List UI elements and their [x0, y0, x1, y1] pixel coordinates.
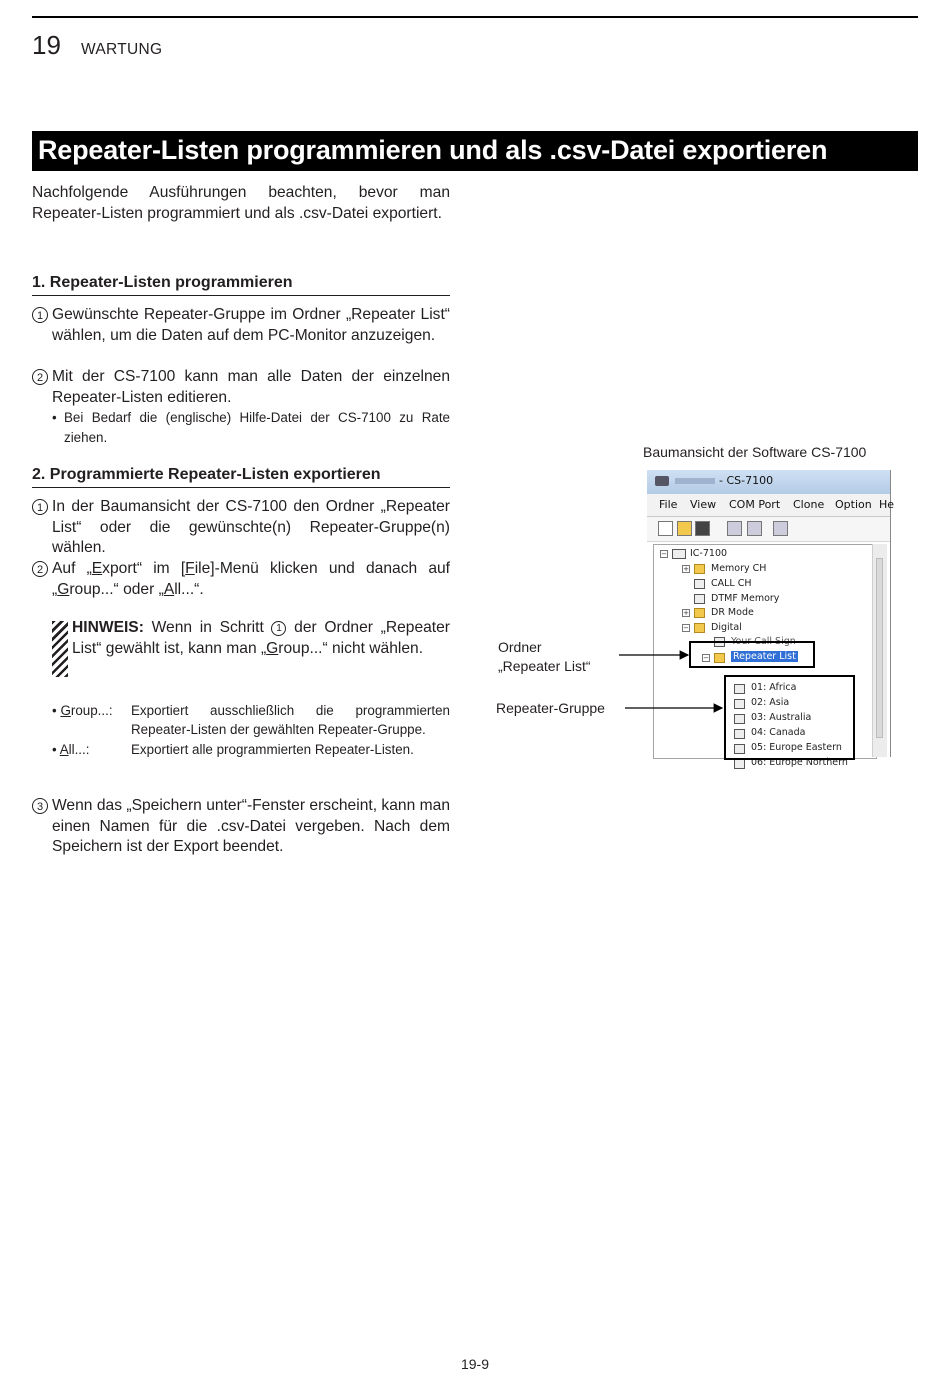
- tree-node-dr-mode[interactable]: DR Mode: [711, 607, 754, 618]
- collapse-icon[interactable]: −: [683, 624, 689, 632]
- tree-node-your-call[interactable]: Your Call Sign: [731, 636, 796, 647]
- section-1-heading: 1. Repeater-Listen programmieren: [32, 274, 450, 296]
- collapse-icon[interactable]: −: [661, 550, 667, 558]
- step-text: Wenn das „Speichern unter“-Fenster erscheint, kann man einen Namen für die .csv-Datei vergeben. Nach dem Speichern ist der Export beendet.: [52, 797, 450, 856]
- tree-node-group[interactable]: 03: Australia: [751, 712, 812, 723]
- section-2-heading: 2. Programmierte Repeater-Listen exportieren: [32, 466, 450, 488]
- collapse-icon[interactable]: −: [703, 654, 709, 662]
- step-number: 1: [32, 499, 48, 515]
- definition-term: • Group...:: [52, 703, 113, 718]
- tree-node-memory-ch[interactable]: Memory CH: [711, 563, 767, 574]
- page-title: Repeater-Listen programmieren und als .csv-Datei exportieren: [38, 135, 828, 165]
- bullet-text: Bei Bedarf die (englische) Hilfe-Datei der CS-7100 zu Rate ziehen.: [64, 410, 450, 445]
- expand-icon[interactable]: +: [683, 565, 689, 573]
- tree-node-group[interactable]: 02: Asia: [751, 697, 790, 708]
- tree-node-group[interactable]: 06: Europe Northern: [751, 757, 848, 768]
- tree-node-root[interactable]: IC-7100: [690, 548, 728, 559]
- chapter-number: 19: [32, 30, 61, 60]
- step-number: 1: [32, 307, 48, 323]
- expand-icon[interactable]: +: [683, 609, 689, 617]
- tree-node-call-ch[interactable]: CALL CH: [711, 578, 752, 589]
- intro-paragraph: Nachfolgende Ausführungen beachten, bevor man Repeater-Listen programmiert und als .csv-Datei exportiert.: [32, 184, 450, 222]
- step-number: 2: [32, 369, 48, 385]
- menu-help[interactable]: He: [879, 498, 895, 511]
- step-ref-marker: 1: [271, 621, 286, 636]
- step-text: Auf „Export“ im [File]-Menü klicken und danach auf „Group...“ oder „All...“.: [52, 560, 451, 598]
- menu-com-port[interactable]: COM Port: [729, 498, 781, 511]
- menu-option[interactable]: Option: [835, 498, 872, 511]
- tree-node-group[interactable]: 01: Africa: [751, 682, 797, 693]
- menu-view[interactable]: View: [690, 498, 717, 511]
- tree-node-digital[interactable]: Digital: [711, 622, 742, 633]
- note-label: HINWEIS:: [72, 619, 144, 636]
- definition-description: Exportiert alle programmierten Repeater-Listen.: [131, 741, 414, 757]
- step-number: 2: [32, 561, 48, 577]
- page-number: 19-9: [460, 1356, 490, 1372]
- chapter-name: WARTUNG: [81, 41, 163, 58]
- callout-group-label: Repeater-Gruppe: [496, 700, 605, 716]
- callout-folder-label: Ordner „Repeater List“: [498, 639, 591, 674]
- figure-caption: Baumansicht der Software CS-7100: [643, 444, 867, 460]
- step-text: In der Baumansicht der CS-7100 den Ordner „Repeater List“ oder die gewünschte(n) Repeater-Gruppe(n) wählen.: [52, 498, 450, 557]
- note-text: HINWEIS: Wenn in Schritt 1 der Ordner „Repeater List“ gewählt ist, kann man „Group...“ nicht wählen.: [72, 619, 450, 657]
- step-text: Gewünschte Repeater-Gruppe im Ordner „Repeater List“ wählen, um die Daten auf dem PC-Monitor anzuzeigen.: [52, 306, 450, 344]
- tree-node-group[interactable]: 04: Canada: [751, 727, 806, 738]
- window-title: - CS-7100: [719, 474, 774, 487]
- tree-node-group[interactable]: 05: Europe Eastern: [751, 742, 842, 753]
- menu-clone[interactable]: Clone: [793, 498, 825, 511]
- tree-node-repeater-list[interactable]: Repeater List: [733, 651, 796, 662]
- definition-description: Exportiert ausschließlich die programmierten Repeater-Listen der gewählten Repeater-Gruppe.: [131, 703, 450, 738]
- definition-term: • All...:: [52, 741, 90, 757]
- step-number: 3: [32, 798, 48, 814]
- tree-node-dtmf[interactable]: DTMF Memory: [711, 593, 780, 604]
- menu-file[interactable]: File: [659, 498, 678, 511]
- bullet-dot: •: [52, 410, 57, 425]
- step-text: Mit der CS-7100 kann man alle Daten der einzelnen Repeater-Listen editieren.: [52, 368, 450, 406]
